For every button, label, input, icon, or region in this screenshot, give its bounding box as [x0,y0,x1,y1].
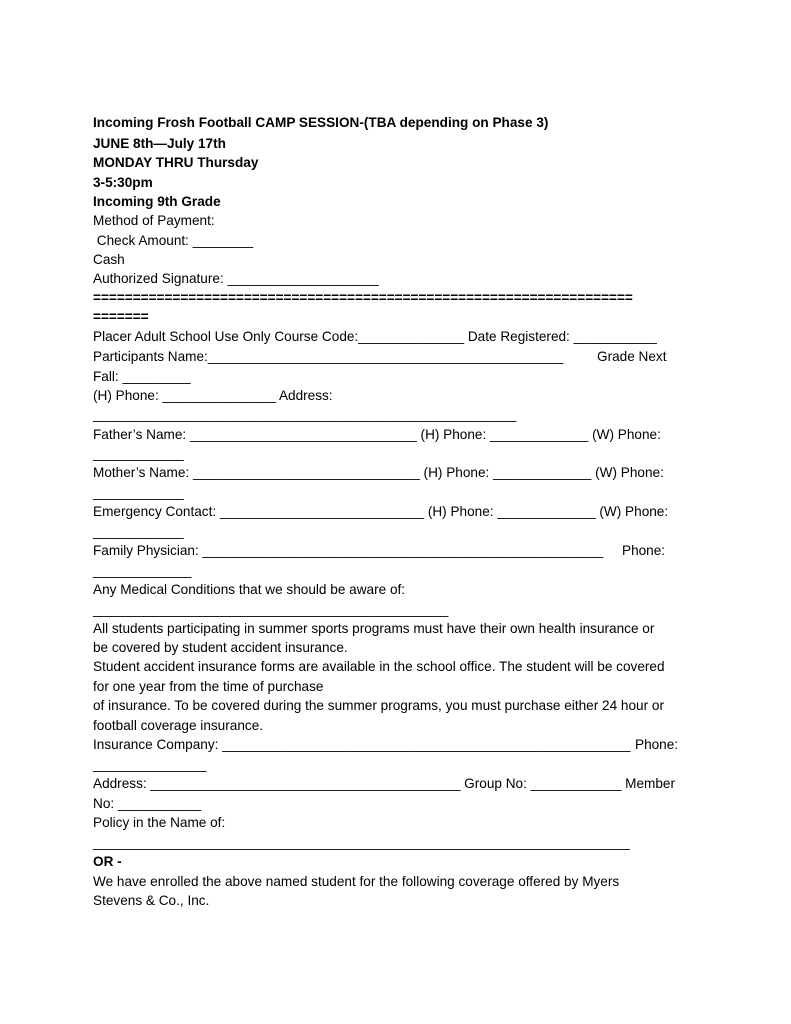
policy-name-field[interactable]: _______________________________________________________________________ [93,835,630,850]
authorized-signature-field[interactable]: Authorized Signature: ____________________ [93,271,379,286]
insurance-phone-label: Phone: [635,737,679,752]
insurance-paragraph-line: All students participating in summer sports programs must have their own health insurance or [93,621,655,636]
camp-dates: JUNE 8th—July 17th [93,136,226,151]
insurance-company-field[interactable]: Insurance Company: ______________________________________________________ [93,737,631,752]
insurance-phone-field[interactable]: _______________ [93,757,207,772]
grade-next-label: Grade Next [597,349,667,364]
insurance-paragraph-line: football coverage insurance. [93,718,264,733]
physician-phone-label: Phone: [622,543,666,558]
camp-time: 3-5:30pm [93,175,153,190]
form-title: Incoming Frosh Football CAMP SESSION-(TBA depending on Phase 3) [93,115,549,130]
course-code-field[interactable]: Placer Adult School Use Only Course Code:______________ Date Registered: ___________ [93,329,657,344]
insurance-paragraph-line: be covered by student accident insurance. [93,640,348,655]
emergency-contact-field[interactable]: Emergency Contact: ___________________________ (H) Phone: _____________ (W) Phone: [93,504,669,519]
policy-name-label: Policy in the Name of: [93,815,226,830]
medical-conditions-label: Any Medical Conditions that we should be aware of: [93,582,406,597]
divider-line: ==================================================================== [93,290,633,305]
address-field[interactable]: ________________________________________________________ [93,407,517,422]
physician-phone-field[interactable]: _____________ [93,563,192,578]
mother-work-phone-field[interactable]: ____________ [93,485,184,500]
home-phone-field[interactable]: (H) Phone: _______________ Address: [93,388,333,403]
camp-grade: Incoming 9th Grade [93,194,221,209]
father-work-phone-field[interactable]: ____________ [93,446,184,461]
insurance-paragraph-line: of insurance. To be covered during the summer programs, you must purchase either 24 hour or [93,698,664,713]
medical-conditions-field[interactable]: _______________________________________________ [93,602,449,617]
camp-days: MONDAY THRU Thursday [93,155,259,170]
mother-name-field[interactable]: Mother’s Name: ______________________________ (H) Phone: _____________ (W) Phone: [93,465,664,480]
insurance-paragraph-line: for one year from the time of purchase [93,679,324,694]
enrolled-statement: We have enrolled the above named student for the following coverage offered by Myers [93,874,620,889]
cash-option[interactable]: Cash [93,252,125,267]
insurance-paragraph-line: Student accident insurance forms are available in the school office. The student will be covered [93,659,665,674]
payment-method-label: Method of Payment: [93,213,215,228]
or-label: OR - [93,854,122,869]
grade-next-fall-field[interactable]: Fall: _________ [93,369,191,384]
divider-line-continued: ======= [93,309,149,324]
enrolled-statement-continued: Stevens & Co., Inc. [93,893,210,908]
family-physician-field[interactable]: Family Physician: _____________________________________________________ [93,543,604,558]
check-amount-field[interactable]: Check Amount: ________ [93,233,254,248]
insurance-address-field[interactable]: Address: _________________________________________ Group No: ____________ Member [93,776,676,791]
father-name-field[interactable]: Father’s Name: ______________________________ (H) Phone: _____________ (W) Phone: [93,427,661,442]
participant-name-field[interactable]: Participants Name:_______________________________________________ [93,349,567,364]
member-number-field[interactable]: No: ___________ [93,796,202,811]
emergency-work-phone-field[interactable]: ____________ [93,524,184,539]
